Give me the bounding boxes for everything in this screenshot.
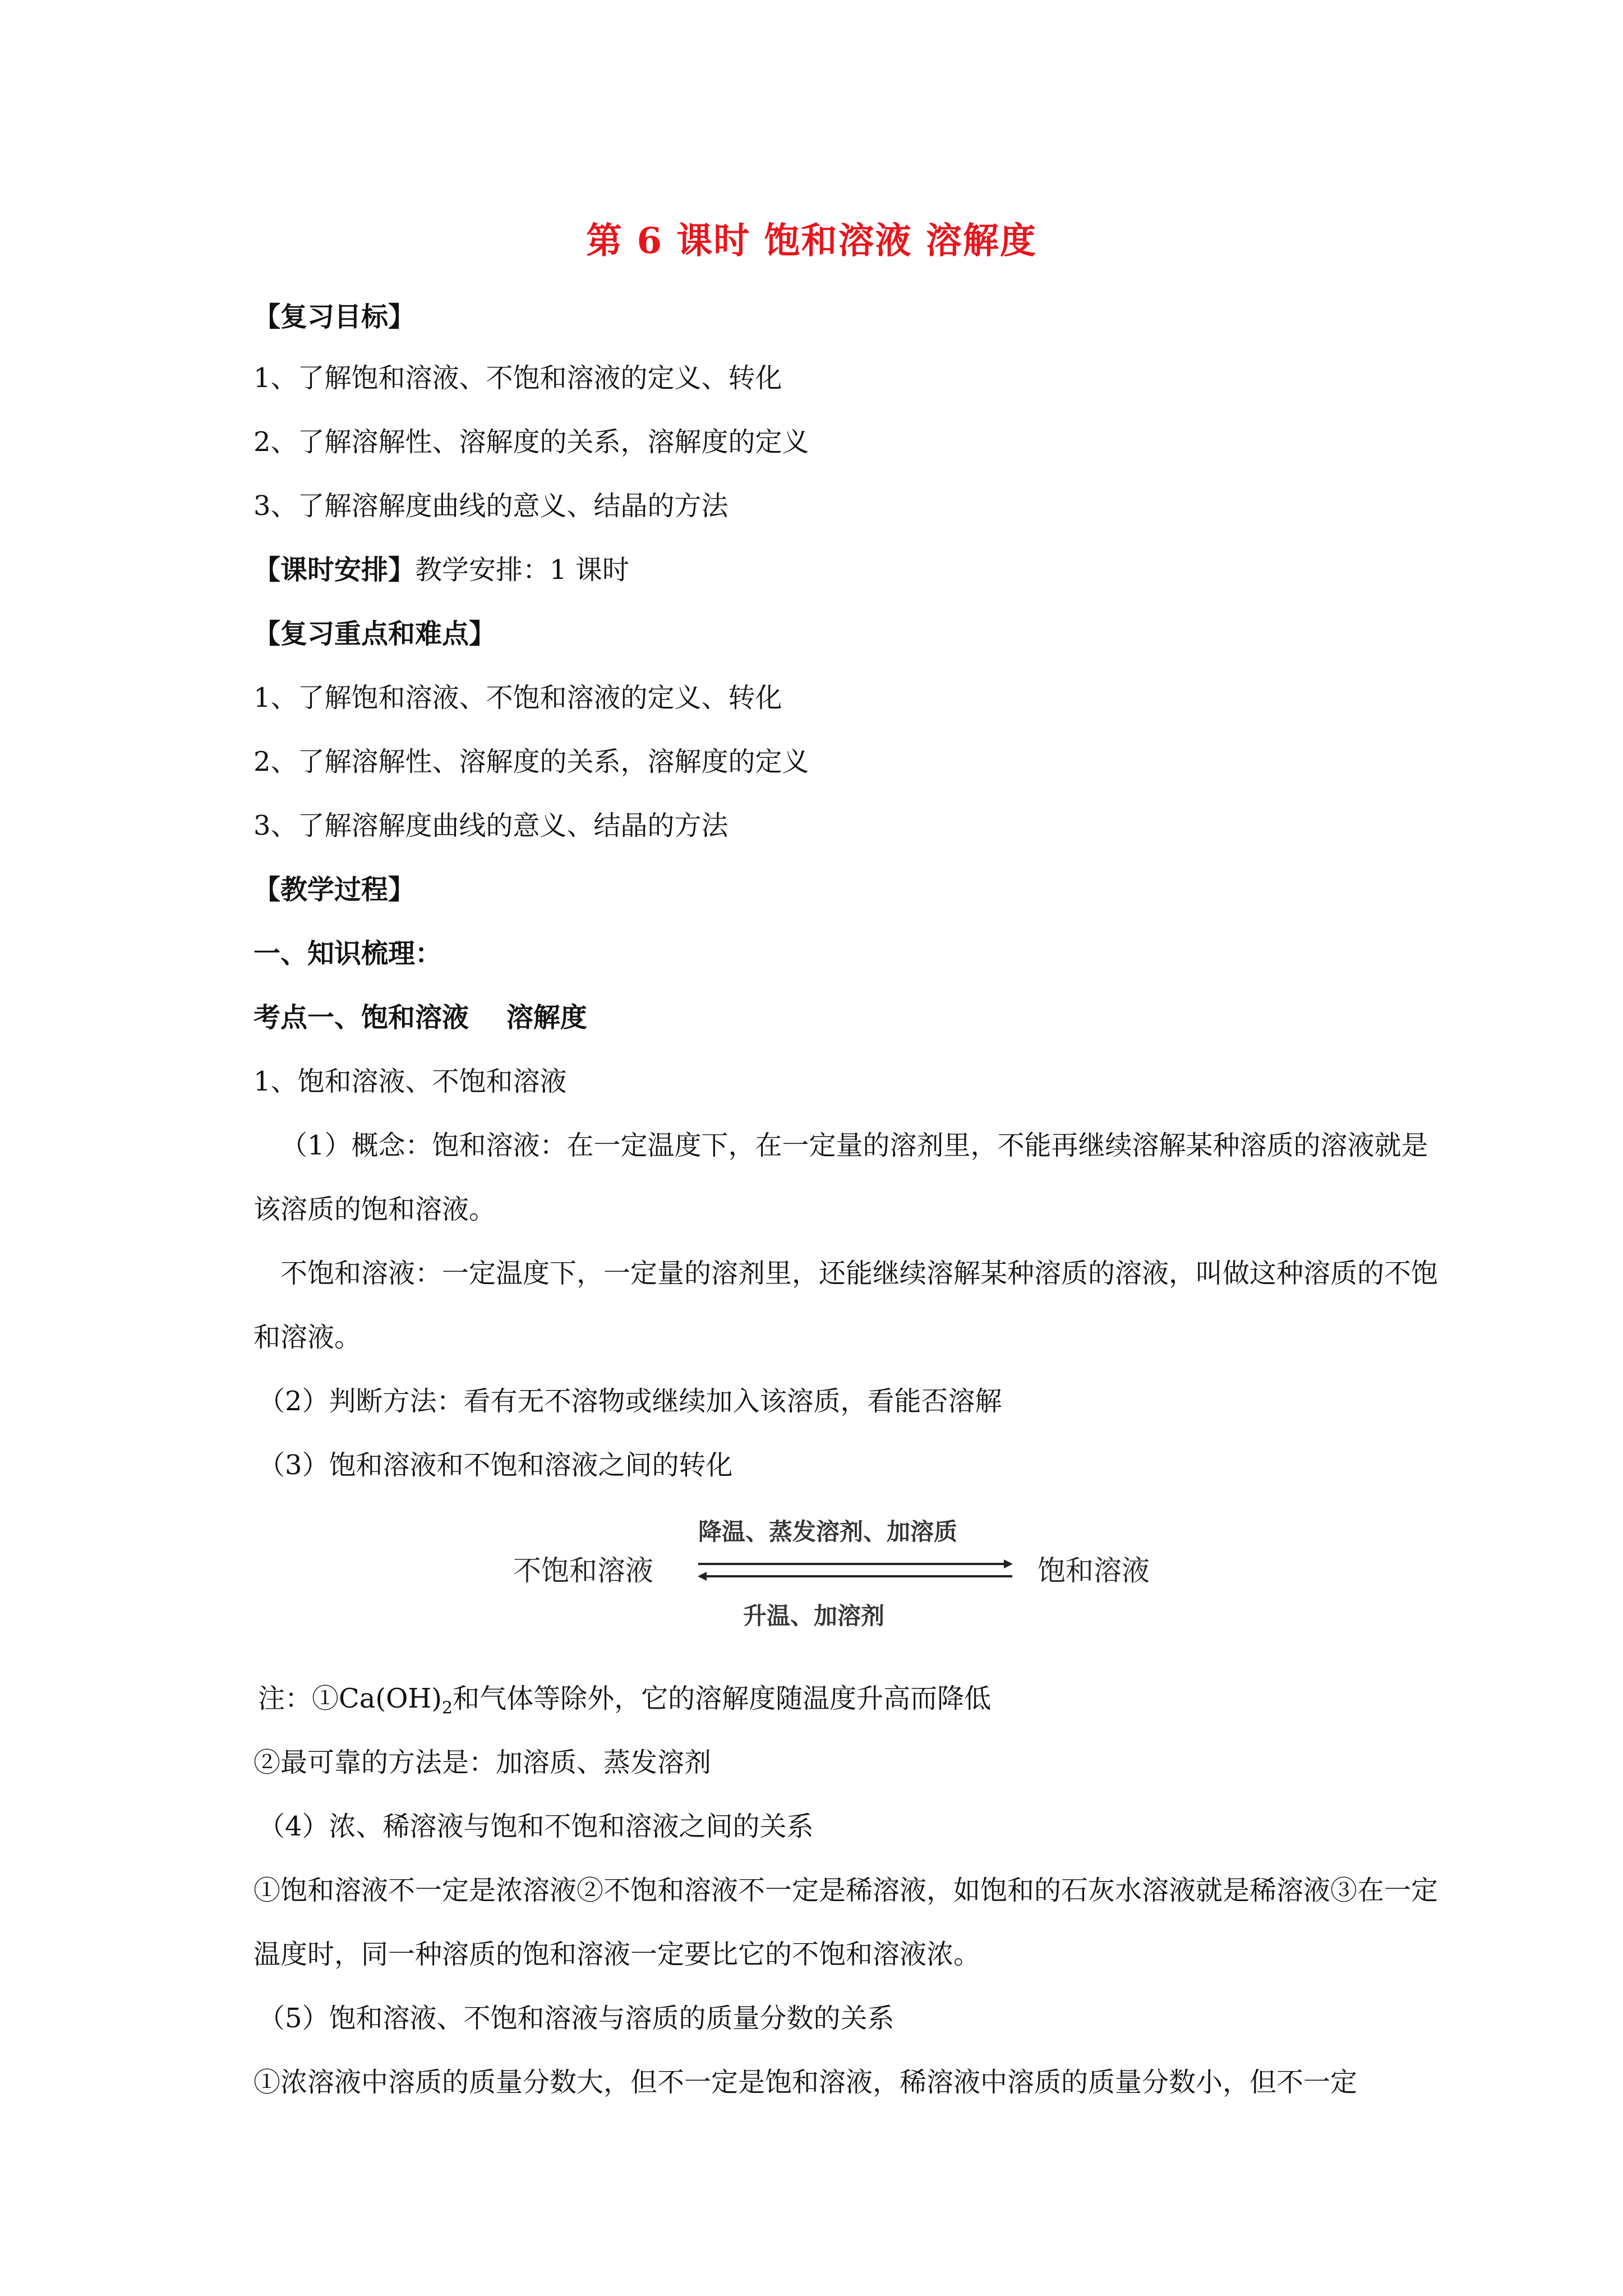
note-1-subscript: 2 (442, 1698, 453, 1718)
process-heading: 【教学过程】 (253, 874, 416, 905)
relation-paragraph: ①饱和溶液不一定是浓溶液②不饱和溶液不一定是稀溶液，如饱和的石灰水溶液就是稀溶液③在一定温度时，同一种溶质的饱和溶液一定要比它的不饱和溶液浓。 (253, 1875, 1438, 1970)
review-goals-heading: 【复习目标】 (253, 301, 416, 333)
backward-arrow-head (698, 1572, 707, 1581)
conversion-heading: （3）饱和溶液和不饱和溶液之间的转化 (258, 1450, 733, 1481)
note-1-formula: 注：①Ca(OH) (258, 1683, 442, 1714)
concept-paragraph: （1）概念：饱和溶液：在一定温度下，在一定量的溶剂里，不能再继续溶解某种溶质的溶液就是该溶质的饱和溶液。 (253, 1130, 1428, 1225)
review-goal-item: 3、了解溶解度曲线的意义、结晶的方法 (253, 490, 728, 522)
diagram-saturated-label: 饱和溶液 (1038, 1554, 1150, 1587)
review-goal-item: 1、了解饱和溶液、不饱和溶液的定义、转化 (253, 362, 782, 394)
diagram-backward-label: 升温、加溶剂 (743, 1602, 885, 1630)
mass-fraction-paragraph: ①浓溶液中溶质的质量分数大，但不一定是饱和溶液，稀溶液中溶质的质量分数小，但不一定 (253, 2067, 1358, 2098)
key-point-item: 2、了解溶解性、溶解度的关系，溶解度的定义 (253, 746, 809, 777)
mass-fraction-heading: （5）饱和溶液、不饱和溶液与溶质的质量分数的关系 (258, 2003, 895, 2034)
conversion-diagram (505, 1503, 1211, 1644)
judge-method: （2）判断方法：看有无不溶物或继续加入该溶质，看能否溶解 (258, 1386, 1002, 1417)
schedule-line (253, 553, 629, 587)
schedule-text: 教学安排：1 课时 (415, 554, 629, 586)
page-title: 第 6 课时 饱和溶液 溶解度 (586, 220, 1037, 262)
topic-heading: 考点一、饱和溶液 溶解度 (253, 1002, 587, 1033)
note-1 (258, 1682, 991, 1726)
forward-arrow-head (1004, 1559, 1013, 1568)
key-point-item: 3、了解溶解度曲线的意义、结晶的方法 (253, 810, 728, 841)
review-goal-item: 2、了解溶解性、溶解度的关系，溶解度的定义 (253, 426, 809, 458)
diagram-unsaturated-label: 不饱和溶液 (513, 1554, 653, 1587)
section-heading: 一、知识梳理： (253, 938, 442, 969)
note-2: ②最可靠的方法是：加溶质、蒸发溶剂 (253, 1747, 712, 1778)
diagram-forward-label: 降温、蒸发溶剂、加溶质 (698, 1518, 958, 1545)
subsection-heading: 1、饱和溶液、不饱和溶液 (253, 1066, 567, 1097)
relation-heading: （4）浓、稀溶液与饱和不饱和溶液之间的关系 (258, 1811, 814, 1842)
key-points-heading: 【复习重点和难点】 (253, 618, 496, 650)
note-1-text: 和气体等除外，它的溶解度随温度升高而降低 (453, 1683, 992, 1714)
key-point-item: 1、了解饱和溶液、不饱和溶液的定义、转化 (253, 682, 782, 714)
unsaturated-paragraph: 不饱和溶液：一定温度下，一定量的溶剂里，还能继续溶解某种溶质的溶液，叫做这种溶质的不饱和溶液。 (253, 1258, 1438, 1353)
schedule-heading: 【课时安排】 (253, 554, 416, 586)
